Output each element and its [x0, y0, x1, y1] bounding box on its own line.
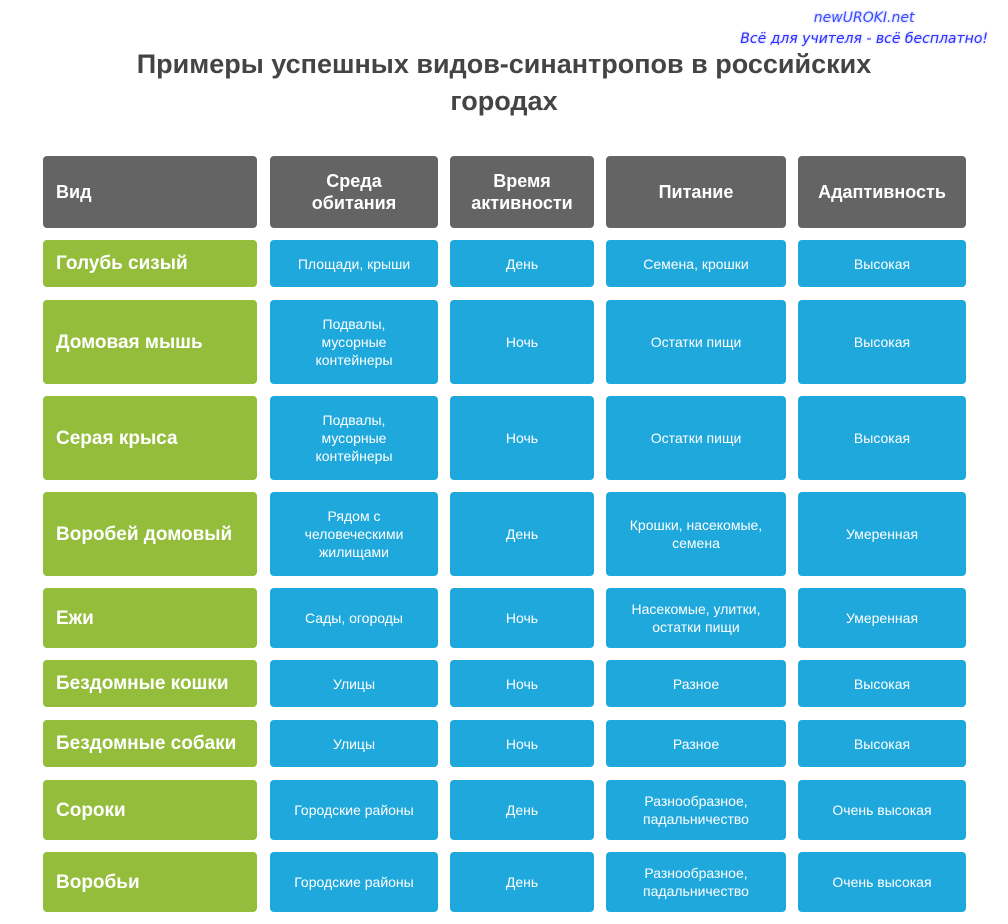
table-cell-adaptivity: Высокая [798, 300, 966, 384]
species-name-cell: Серая крыса [43, 396, 257, 480]
table-cell-adaptivity: Умеренная [798, 588, 966, 648]
table-cell-adaptivity: Очень высокая [798, 780, 966, 840]
table-cell-activity: День [450, 240, 594, 287]
header-adaptivity: Адаптивность [798, 156, 966, 228]
species-name-cell: Воробей домовый [43, 492, 257, 576]
header-food: Питание [606, 156, 786, 228]
table-cell-activity: День [450, 852, 594, 912]
table-cell-food: Разное [606, 660, 786, 707]
watermark-site: newUROKI.net [813, 10, 915, 26]
table-cell-adaptivity: Высокая [798, 240, 966, 287]
table-cell-adaptivity: Высокая [798, 396, 966, 480]
table-cell-food: Остатки пищи [606, 300, 786, 384]
species-name-cell: Бездомные собаки [43, 720, 257, 767]
table-cell-habitat: Рядом с человеческими жилищами [270, 492, 438, 576]
table-cell-activity: День [450, 780, 594, 840]
species-name-cell: Ежи [43, 588, 257, 648]
table-cell-activity: Ночь [450, 396, 594, 480]
species-name-cell: Домовая мышь [43, 300, 257, 384]
table-cell-activity: Ночь [450, 720, 594, 767]
table-cell-habitat: Подвалы, мусорные контейнеры [270, 300, 438, 384]
table-cell-habitat: Подвалы, мусорные контейнеры [270, 396, 438, 480]
table-cell-activity: Ночь [450, 588, 594, 648]
table-cell-adaptivity: Очень высокая [798, 852, 966, 912]
table-cell-habitat: Городские районы [270, 780, 438, 840]
header-species: Вид [43, 156, 257, 228]
table-cell-activity: День [450, 492, 594, 576]
table-cell-adaptivity: Умеренная [798, 492, 966, 576]
table-cell-habitat: Сады, огороды [270, 588, 438, 648]
table-cell-habitat: Городские районы [270, 852, 438, 912]
table-cell-adaptivity: Высокая [798, 720, 966, 767]
table-cell-food: Остатки пищи [606, 396, 786, 480]
table-cell-food: Насекомые, улитки, остатки пищи [606, 588, 786, 648]
table-cell-activity: Ночь [450, 660, 594, 707]
table-cell-activity: Ночь [450, 300, 594, 384]
table-cell-habitat: Площади, крыши [270, 240, 438, 287]
table-cell-food: Разнообразное, падальничество [606, 852, 786, 912]
table-cell-food: Семена, крошки [606, 240, 786, 287]
table-cell-habitat: Улицы [270, 720, 438, 767]
table-cell-food: Разное [606, 720, 786, 767]
page-title-line-2: городах [450, 86, 558, 116]
species-name-cell: Бездомные кошки [43, 660, 257, 707]
table-cell-habitat: Улицы [270, 660, 438, 707]
species-name-cell: Голубь сизый [43, 240, 257, 287]
header-activity: Время активности [450, 156, 594, 228]
species-name-cell: Сороки [43, 780, 257, 840]
table-cell-adaptivity: Высокая [798, 660, 966, 707]
table-cell-food: Крошки, насекомые, семена [606, 492, 786, 576]
page-title-line-1: Примеры успешных видов-синантропов в российских [136, 49, 872, 79]
header-habitat: Среда обитания [270, 156, 438, 228]
watermark-tagline: Всё для учителя - всё бесплатно! [740, 31, 988, 47]
species-name-cell: Воробьи [43, 852, 257, 912]
table-cell-food: Разнообразное, падальничество [606, 780, 786, 840]
